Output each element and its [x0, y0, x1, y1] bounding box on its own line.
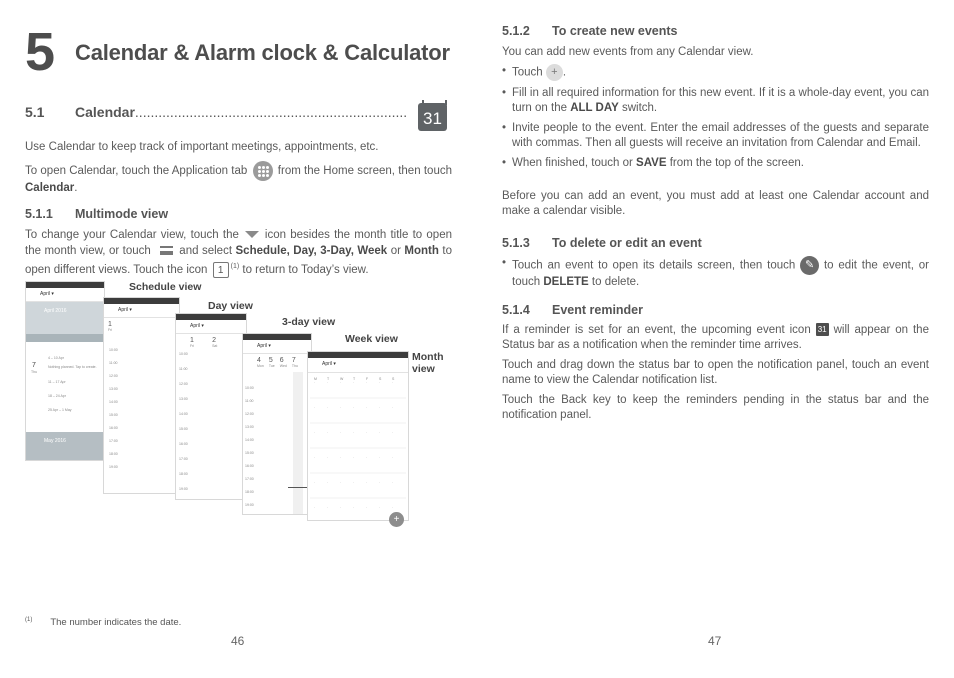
time-label: 15:00: [109, 413, 118, 417]
text: When finished, touch or: [512, 157, 633, 169]
day-header: [212, 337, 217, 348]
today-icon: 1: [213, 262, 229, 278]
delete-edit-list: [502, 256, 929, 290]
list-item: • Invite people to the event. Enter the email addresses of the guests and separate with commas. Then all guests will receive an invitation from Calendar and Email.: [502, 121, 929, 151]
day-number: 6: [279, 357, 284, 364]
page-number-right: 47: [708, 634, 722, 648]
section-number: 5.1.3: [502, 236, 530, 250]
section-title: To create new events: [552, 24, 678, 38]
text: Fill in all required information for this new event. If it is a whole-day event, you can turn on the: [512, 87, 929, 114]
calendar-intro: Use Calendar to keep track of important meetings, appointments, etc.: [25, 141, 379, 153]
month-day-cell[interactable]: ·: [353, 456, 355, 460]
section-5-1-1-heading: [25, 207, 168, 221]
may-banner: May 2016: [26, 432, 104, 460]
text: switch.: [621, 102, 658, 114]
create-events-intro: You can add new events from any Calendar view.: [502, 46, 754, 58]
text: and select: [179, 245, 233, 257]
weekday-label: W: [340, 377, 344, 381]
time-label: 10:00: [179, 352, 188, 356]
schedule-item: Nothing planned. Tap to create.: [48, 365, 97, 369]
time-label: 13:00: [109, 387, 118, 391]
month-day-cell[interactable]: ·: [353, 506, 355, 510]
month-day-cell[interactable]: ·: [340, 431, 342, 435]
page-number-left: 46: [231, 634, 245, 648]
month-day-cell[interactable]: ·: [314, 456, 316, 460]
time-label: 18:00: [245, 490, 254, 494]
list-item: [502, 86, 929, 116]
month-day-cell[interactable]: ·: [379, 481, 381, 485]
time-label: 12:00: [245, 412, 254, 416]
section-number: 5.1.2: [502, 24, 530, 38]
three-day-view-screen: [175, 313, 247, 500]
month-day-cell[interactable]: ·: [366, 381, 368, 385]
month-day-cell[interactable]: ·: [366, 481, 368, 485]
schedule-item: 4 – 10 Apr: [48, 356, 64, 360]
time-label: 17:00: [179, 457, 188, 461]
text: will appear on the Status bar as a notification when the reminder time arrives.: [502, 324, 929, 351]
section-title: Event reminder: [552, 303, 644, 317]
bold-text: ALL DAY: [570, 102, 619, 114]
day-header: [292, 357, 298, 368]
time-label: 11:00: [179, 367, 188, 371]
month-day-cell[interactable]: ·: [392, 506, 394, 510]
dropdown-arrow-icon: [245, 231, 259, 238]
month-day-cell[interactable]: ·: [340, 456, 342, 460]
section-number: 5.1: [25, 104, 45, 120]
chapter-number: 5: [25, 22, 56, 82]
text: icon besides the month title to open the month view, or touch: [25, 229, 452, 257]
time-label: 14:00: [109, 400, 118, 404]
month-day-cell[interactable]: ·: [340, 381, 342, 385]
bold-text: SAVE: [636, 157, 667, 169]
month-day-cell[interactable]: ·: [353, 431, 355, 435]
calendar-open-paragraph: To open Calendar, touch the Application tab from the Home screen, then touch Calendar.: [25, 161, 452, 196]
day-name: Sat: [212, 344, 218, 348]
time-label: 16:00: [179, 442, 188, 446]
time-label: 19:00: [109, 465, 118, 469]
month-day-cell[interactable]: ·: [392, 381, 394, 385]
text: from the Home screen, then touch: [277, 165, 452, 178]
april-banner: April 2016: [26, 302, 104, 334]
event-reminder-icon: 31: [816, 323, 829, 336]
time-label: 10:00: [109, 348, 118, 352]
menu-icon: [160, 246, 173, 255]
list-item: [502, 256, 929, 290]
time-label: 19:00: [245, 503, 254, 507]
reminder-paragraph-1: [502, 323, 929, 353]
time-label: 12:00: [109, 374, 118, 378]
month-day-cell[interactable]: ·: [366, 506, 368, 510]
reminder-paragraph-2: Touch and drag down the status bar to open the notification panel, touch an event name to view the Calendar notification list.: [502, 359, 929, 386]
app-bar: April ▾: [104, 304, 179, 318]
bold-text: DELETE: [543, 276, 589, 288]
time-label: 16:00: [245, 464, 254, 468]
day-name: Fri: [108, 328, 113, 332]
section-5-1-heading: [25, 104, 407, 120]
day-name: Thu: [291, 364, 298, 368]
banner-landscape: [26, 334, 104, 342]
section-number: 5.1.1: [25, 207, 53, 221]
month-label: April: [322, 361, 333, 367]
weekday-label: M: [314, 377, 317, 381]
day-number: 1: [190, 337, 194, 344]
add-icon: +: [546, 64, 563, 81]
time-label: 13:00: [179, 397, 188, 401]
month-label: April: [257, 343, 268, 349]
month-day-cell[interactable]: ·: [314, 506, 316, 510]
text: to edit the event, or touch: [512, 259, 930, 288]
time-column: [245, 386, 254, 515]
month-day-cell[interactable]: ·: [379, 506, 381, 510]
month-day-cell[interactable]: ·: [327, 506, 329, 510]
time-label: 18:00: [179, 472, 188, 476]
week-view-label: Week view: [345, 333, 398, 345]
month-day-cell[interactable]: ·: [314, 406, 316, 410]
month-day-cell[interactable]: ·: [379, 456, 381, 460]
day-name: Fri: [190, 344, 195, 348]
day-name: Tue: [268, 364, 275, 368]
section-title: To delete or edit an event: [552, 236, 702, 250]
month-day-cell[interactable]: ·: [366, 406, 368, 410]
add-event-fab[interactable]: +: [389, 512, 404, 527]
schedule-view-screen: [25, 281, 105, 461]
month-day-cell[interactable]: ·: [366, 456, 368, 460]
create-events-note: Before you can add an event, you must add at least one Calendar account and make a calendar visible.: [502, 190, 929, 217]
month-view-label: Month view: [412, 351, 444, 375]
text: To open Calendar, touch the Application tab: [25, 165, 248, 178]
time-label: 16:00: [109, 426, 118, 430]
month-day-cell[interactable]: ·: [327, 456, 329, 460]
text: Touch: [512, 66, 543, 79]
text: or: [390, 245, 401, 257]
time-label: 11:00: [245, 399, 254, 403]
time-label: 10:00: [245, 386, 254, 390]
schedule-today-row: [26, 360, 104, 376]
weekday-label: T: [327, 377, 330, 381]
month-day-cell[interactable]: ·: [392, 456, 394, 460]
footnote-mark: (1): [25, 617, 33, 623]
chapter-title: Calendar & Alarm clock & Calculator: [75, 40, 450, 65]
time-label: 12:00: [179, 382, 188, 386]
list-item: [502, 156, 929, 171]
month-label: April: [40, 291, 51, 297]
day-number: 2: [212, 337, 216, 344]
today-column: [293, 372, 303, 514]
month-day-cell[interactable]: ·: [340, 506, 342, 510]
month-day-cell[interactable]: ·: [353, 406, 355, 410]
footnote-ref: (1): [230, 263, 240, 270]
month-day-cell[interactable]: ·: [314, 431, 316, 435]
month-day-cell[interactable]: ·: [327, 431, 329, 435]
day-number: 1: [108, 321, 112, 328]
app-bar: April ▾: [26, 288, 104, 302]
footnote: [25, 617, 181, 628]
month-label: April: [190, 323, 201, 329]
month-day-cell[interactable]: ·: [392, 481, 394, 485]
weekday-label: F: [366, 377, 369, 381]
month-day-cell[interactable]: ·: [327, 406, 329, 410]
month-day-cell[interactable]: ·: [314, 481, 316, 485]
day-header: [269, 357, 275, 368]
day-name: Mon: [257, 364, 264, 368]
three-day-view-label: 3-day view: [282, 316, 336, 328]
app-bar: April ▾: [243, 340, 311, 354]
multimode-paragraph: [25, 227, 452, 278]
month-label: April: [118, 307, 129, 313]
text: Touch an event to open its details screen, then touch: [512, 259, 796, 272]
time-label: 17:00: [109, 439, 118, 443]
week-view-screen: [242, 333, 312, 515]
day-name: Thu: [31, 370, 38, 374]
text: to delete.: [591, 276, 640, 288]
month-day-cell[interactable]: ·: [353, 481, 355, 485]
month-day-cell[interactable]: ·: [392, 431, 394, 435]
time-label: 17:00: [245, 477, 254, 481]
day-number: 5: [268, 357, 273, 364]
section-title: Calendar: [75, 104, 135, 120]
bold-text: Schedule, Day, 3-Day, Week: [235, 245, 388, 257]
day-header: [280, 357, 287, 368]
section-5-1-4-heading: [502, 303, 643, 317]
time-label: 14:00: [245, 438, 254, 442]
list-item: [502, 64, 929, 81]
month-day-cell[interactable]: ·: [327, 481, 329, 485]
month-day-cell[interactable]: ·: [379, 406, 381, 410]
day-number: 7: [32, 362, 36, 369]
schedule-item: 18 – 24 Apr: [48, 394, 66, 398]
create-events-list: [502, 64, 929, 176]
month-day-cell[interactable]: ·: [314, 381, 316, 385]
day-header: [190, 337, 194, 348]
time-label: 13:00: [245, 425, 254, 429]
schedule-view-label: Schedule view: [129, 281, 202, 293]
text: If a reminder is set for an event, the upcoming event icon: [502, 324, 811, 336]
month-day-cell[interactable]: ·: [327, 381, 329, 385]
weekday-label: T: [353, 377, 356, 381]
month-day-cell[interactable]: ·: [353, 381, 355, 385]
month-day-cell[interactable]: ·: [366, 431, 368, 435]
day-headers: [243, 354, 311, 368]
month-view-screen: [307, 351, 409, 521]
month-day-cell[interactable]: ·: [340, 406, 342, 410]
application-tab-icon: [253, 161, 273, 181]
day-number: 7: [291, 357, 296, 364]
month-grid: [308, 372, 408, 521]
time-label: 19:00: [179, 487, 188, 491]
time-label: 15:00: [179, 427, 188, 431]
schedule-item: 11 – 17 Apr: [48, 380, 66, 384]
bold-text: Calendar: [25, 182, 75, 194]
section-title: Multimode view: [75, 207, 169, 221]
calendar-app-icon: 31: [418, 103, 447, 131]
time-column: [109, 348, 118, 478]
app-bar: April ▾: [308, 358, 408, 373]
day-number: 4: [257, 357, 261, 364]
time-label: 11:00: [109, 361, 118, 365]
day-name: Wed: [279, 364, 287, 368]
weekday-label: S: [379, 377, 382, 381]
time-label: 14:00: [179, 412, 188, 416]
weekday-label: S: [392, 377, 395, 381]
footnote-text: The number indicates the date.: [50, 617, 182, 629]
bold-text: Month: [404, 245, 439, 257]
month-day-cell[interactable]: ·: [379, 431, 381, 435]
reminder-paragraph-3: Touch the Back key to keep the reminders pending in the status bar and the notification panel.: [502, 394, 929, 421]
section-number: 5.1.4: [502, 303, 530, 317]
text: from the top of the screen.: [669, 157, 804, 169]
leader-dots: ......................................................................: [134, 104, 408, 120]
app-bar: April ▾: [176, 320, 246, 334]
edit-pencil-icon: ✎: [800, 256, 819, 275]
text: to return to Today’s view.: [242, 263, 369, 276]
month-day-cell[interactable]: ·: [392, 406, 394, 410]
schedule-item: 25 Apr – 1 May: [48, 408, 72, 412]
text: .: [562, 66, 567, 79]
day-view-label: Day view: [208, 300, 253, 312]
time-label: 15:00: [245, 451, 254, 455]
section-5-1-3-heading: [502, 236, 702, 250]
time-label: 18:00: [109, 452, 118, 456]
month-day-cell[interactable]: ·: [340, 481, 342, 485]
day-view-screen: [103, 297, 180, 494]
time-column: [179, 352, 188, 500]
day-headers: [176, 334, 246, 348]
month-day-cell[interactable]: ·: [379, 381, 381, 385]
text: to open different views. Touch the icon: [25, 245, 452, 276]
text: To change your Calendar view, touch the: [25, 229, 239, 241]
section-5-1-2-heading: [502, 24, 678, 38]
day-header: [257, 357, 264, 368]
